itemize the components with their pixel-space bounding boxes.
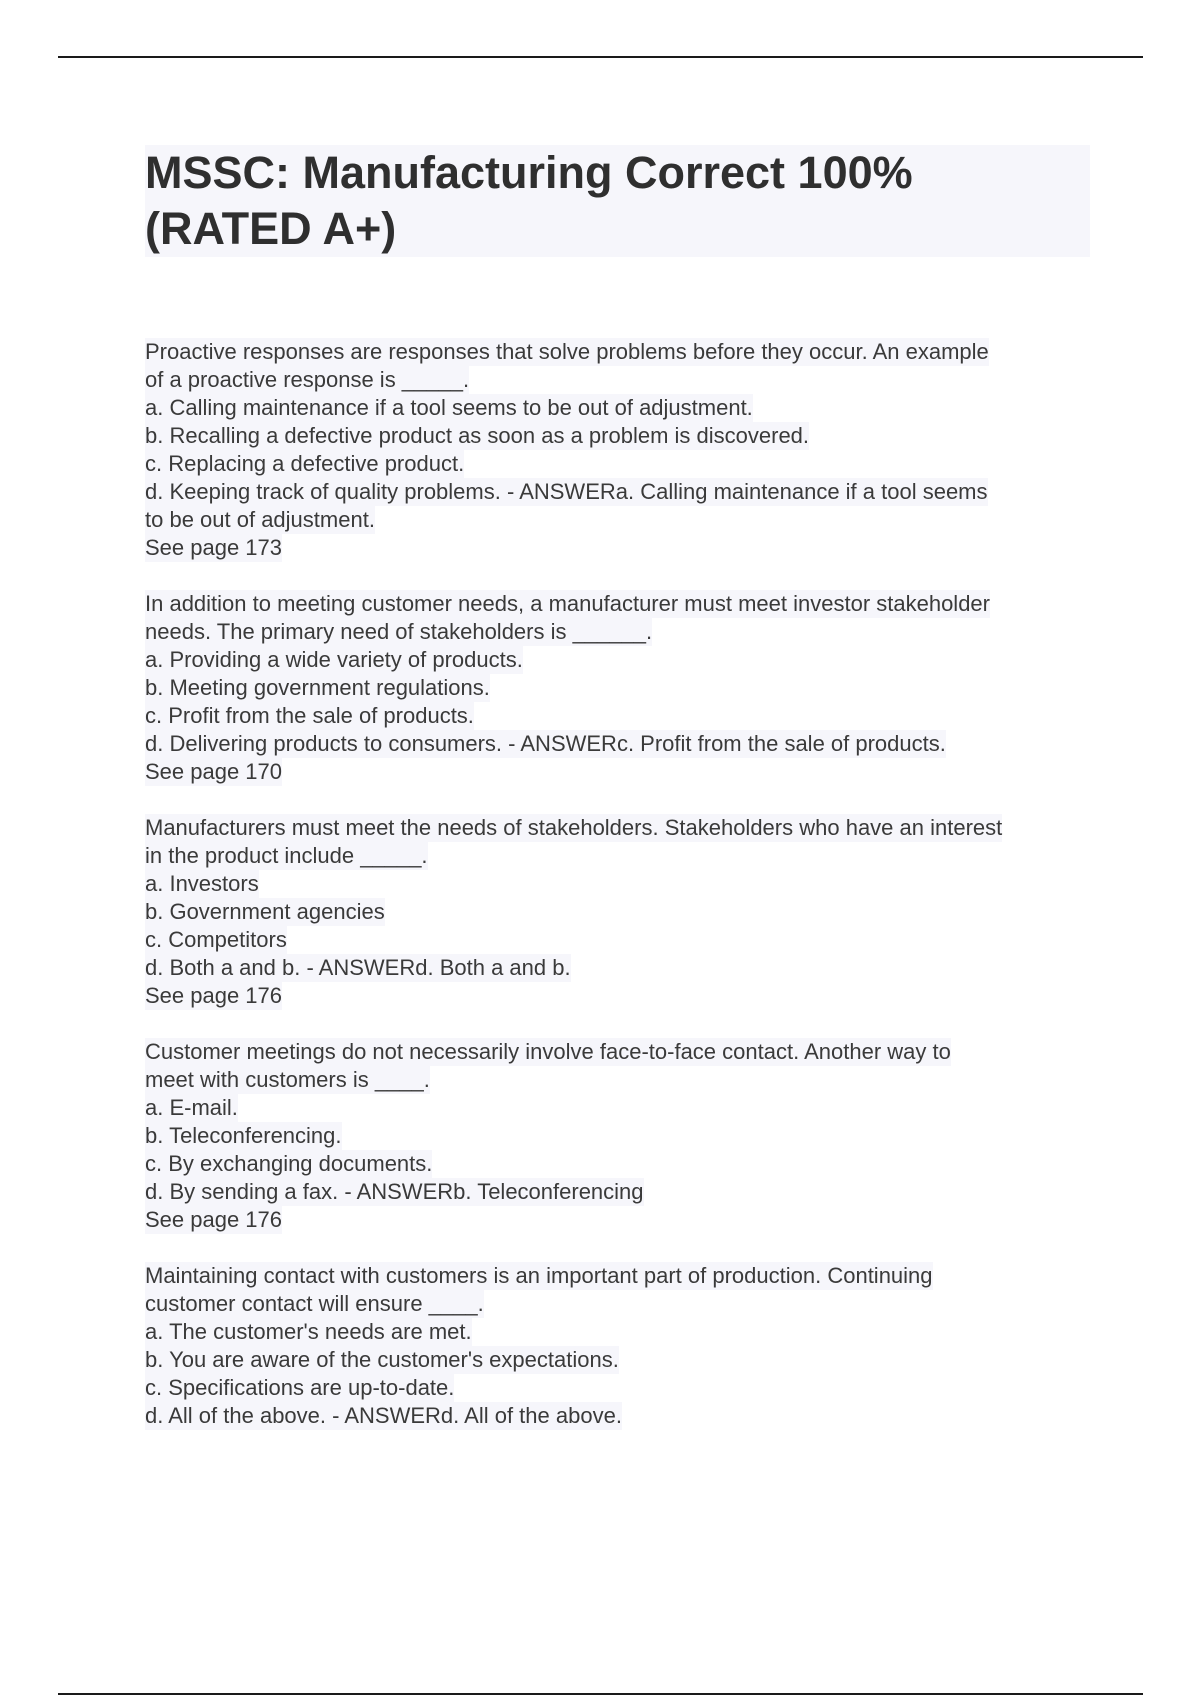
option-line: a. E-mail. [145, 1095, 238, 1120]
question-block-2 [145, 590, 1095, 786]
page-reference: See page 176 [145, 983, 283, 1008]
option-line: b. Government agencies [145, 899, 385, 924]
option-line: c. Competitors [145, 927, 287, 952]
option-line: a. Providing a wide variety of products. [145, 647, 523, 672]
question-line: Maintaining contact with customers is an important part of production. Continuing [145, 1263, 933, 1288]
question-line: of a proactive response is _____. [145, 367, 470, 392]
question-line: Manufacturers must meet the needs of stakeholders. Stakeholders who have an interest [145, 815, 1003, 840]
question-line: In addition to meeting customer needs, a manufacturer must meet investor stakeholder [145, 591, 990, 616]
question-list [145, 338, 1095, 1458]
question-line: Proactive responses are responses that solve problems before they occur. An example [145, 339, 989, 364]
answer-line: to be out of adjustment. [145, 507, 375, 532]
header-rule [58, 56, 1143, 58]
option-line: a. Investors [145, 871, 259, 896]
option-line: c. By exchanging documents. [145, 1151, 433, 1176]
option-line: b. Recalling a defective product as soon as a problem is discovered. [145, 423, 810, 448]
title-block [145, 145, 1090, 257]
page-title [145, 145, 1090, 257]
option-line: b. Teleconferencing. [145, 1123, 342, 1148]
question-block-3 [145, 814, 1095, 1010]
page-reference: See page 173 [145, 535, 283, 560]
question-block-4 [145, 1038, 1095, 1234]
page-reference: See page 176 [145, 1207, 283, 1232]
question-line: in the product include _____. [145, 843, 428, 868]
answer-line: d. Keeping track of quality problems. - ANSWERa. Calling maintenance if a tool seems [145, 479, 988, 504]
option-line: b. Meeting government regulations. [145, 675, 490, 700]
answer-line: d. By sending a fax. - ANSWERb. Teleconferencing [145, 1179, 644, 1204]
answer-line: d. All of the above. - ANSWERd. All of the above. [145, 1403, 622, 1428]
question-line: Customer meetings do not necessarily involve face-to-face contact. Another way to [145, 1039, 951, 1064]
question-line: customer contact will ensure ____. [145, 1291, 484, 1316]
question-line: meet with customers is ____. [145, 1067, 430, 1092]
page-reference: See page 170 [145, 759, 283, 784]
option-line: b. You are aware of the customer's expectations. [145, 1347, 619, 1372]
question-block-5 [145, 1262, 1095, 1430]
option-line: c. Specifications are up-to-date. [145, 1375, 455, 1400]
answer-line: d. Both a and b. - ANSWERd. Both a and b. [145, 955, 571, 980]
title-line: (RATED A+) [145, 203, 397, 254]
option-line: a. Calling maintenance if a tool seems to be out of adjustment. [145, 395, 753, 420]
question-line: needs. The primary need of stakeholders is ______. [145, 619, 653, 644]
answer-line: d. Delivering products to consumers. - ANSWERc. Profit from the sale of products. [145, 731, 946, 756]
footer-rule [58, 1693, 1143, 1695]
question-block-1 [145, 338, 1095, 562]
option-line: c. Profit from the sale of products. [145, 703, 474, 728]
option-line: a. The customer's needs are met. [145, 1319, 472, 1344]
title-line: MSSC: Manufacturing Correct 100% [145, 147, 913, 198]
option-line: c. Replacing a defective product. [145, 451, 465, 476]
